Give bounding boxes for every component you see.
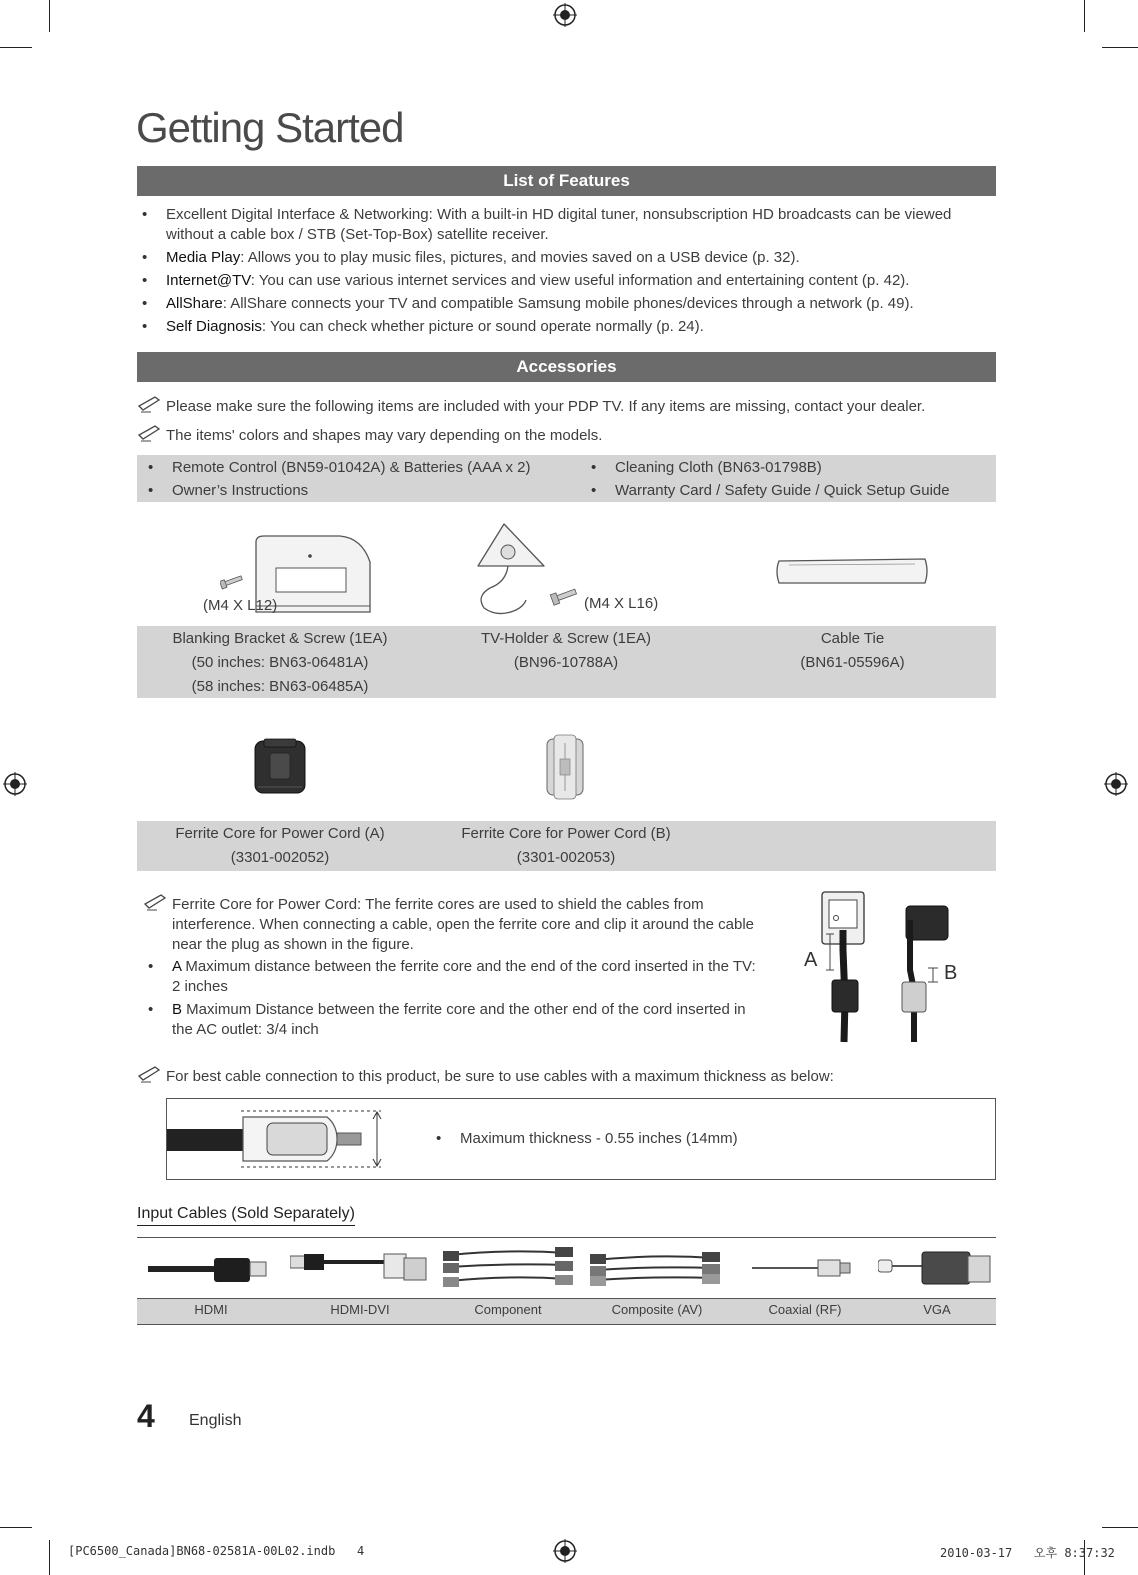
crop-mark <box>1084 0 1085 32</box>
ferrite-distance-item: • A Maximum distance between the ferrite core and the end of the cord inserted in the TV: 2 inches <box>143 957 768 997</box>
cable-label-vga: VGA <box>923 1302 951 1317</box>
feature-term: Self Diagnosis <box>166 318 262 335</box>
cable-plug-icon <box>167 1107 397 1171</box>
crop-mark <box>0 47 32 48</box>
cable-label-composite: Composite (AV) <box>611 1302 703 1317</box>
thickness-box <box>166 1098 996 1180</box>
tv-holder-icon <box>470 522 585 622</box>
cable-label-hdmi: HDMI <box>194 1302 228 1317</box>
feature-item <box>137 248 987 268</box>
accessory-caption: Ferrite Core for Power Cord (B) (3301-002053) <box>461 825 671 866</box>
ferrite-note: Ferrite Core for Power Cord: The ferrite cores are used to shield the cables from interference. When connecting a cable, open the ferrite core and clip it around the cable near the plug as shown in the figure. <box>143 895 768 955</box>
note-pencil-icon <box>137 396 161 416</box>
feature-text: : AllShare connects your TV and compatible Samsung mobile phones/devices through a network (p. 49). <box>222 295 914 312</box>
ferrite-core-b-icon <box>544 733 586 801</box>
crop-mark <box>1102 47 1138 48</box>
ferrite-core-a-icon <box>252 737 308 797</box>
features-header: List of Features <box>137 166 996 196</box>
registration-mark-icon <box>3 772 27 796</box>
cable-tie-icon <box>775 557 930 587</box>
hdmi-dvi-cable-icon <box>290 1250 430 1290</box>
included-items-right <box>586 458 996 504</box>
input-cables-title: Input Cables (Sold Separately) <box>137 1205 355 1226</box>
page-number: 4 <box>137 1398 155 1434</box>
note-pencil-icon <box>143 894 167 914</box>
included-item: • Cleaning Cloth (BN63-01798B) <box>586 458 996 478</box>
page-title: Getting Started <box>136 104 404 151</box>
accessory-caption: Cable Tie (BN61-05596A) <box>800 630 905 671</box>
cable-label-hdmi-dvi: HDMI-DVI <box>330 1302 390 1317</box>
accessories-note: The items' colors and shapes may vary depending on the models. <box>137 426 997 446</box>
feature-text: : You can use various internet services and view useful information and entertaining content (p. 42). <box>250 272 910 289</box>
feature-item <box>137 317 987 337</box>
ferrite-label-a: A <box>804 949 818 971</box>
accessory-caption: TV-Holder & Screw (1EA) (BN96-10788A) <box>480 630 652 671</box>
feature-item <box>137 205 987 245</box>
registration-mark-icon <box>553 3 577 27</box>
vga-cable-icon <box>878 1248 994 1288</box>
registration-mark-icon <box>1104 772 1128 796</box>
included-item: • Warranty Card / Safety Guide / Quick Setup Guide <box>586 481 996 501</box>
note-pencil-icon <box>137 1066 161 1086</box>
crop-mark <box>1102 1527 1138 1528</box>
registration-mark-icon <box>553 1539 577 1563</box>
feature-term: AllShare <box>166 295 223 312</box>
accessories-note: Please make sure the following items are included with your PDP TV. If any items are missing, contact your dealer. <box>137 397 997 417</box>
crop-mark <box>49 1540 50 1575</box>
thickness-item: • Maximum thickness - 0.55 inches (14mm) <box>431 1129 931 1149</box>
feature-item <box>137 271 987 291</box>
page-language: English <box>189 1412 242 1429</box>
component-cable-icon <box>443 1245 575 1293</box>
composite-cable-icon <box>590 1248 722 1288</box>
feature-term: Internet@TV <box>166 272 251 289</box>
included-item: • Remote Control (BN59-01042A) & Batteries (AAA x 2) <box>143 458 583 478</box>
accessory-caption: Blanking Bracket & Screw (1EA) (50 inches: BN63-06481A) (58 inches: BN63-06485A) <box>172 630 388 695</box>
accessories-header: Accessories <box>137 352 996 382</box>
ferrite-distance-list <box>143 957 768 1043</box>
ferrite-label-b: B <box>944 962 958 984</box>
input-cables-top-rule <box>137 1237 996 1238</box>
included-item: • Owner’s Instructions <box>143 481 583 501</box>
feature-text: : You can check whether picture or sound operate normally (p. 24). <box>261 318 704 335</box>
crop-mark <box>0 1527 32 1528</box>
feature-term: Media Play <box>166 249 241 266</box>
ferrite-distance-item: • B Maximum Distance between the ferrite core and the other end of the cord inserted in the AC outlet: 3/4 inch <box>143 1000 768 1040</box>
crop-mark <box>49 0 50 32</box>
note-pencil-icon <box>137 425 161 445</box>
accessory-caption: Ferrite Core for Power Cord (A) (3301-002052) <box>175 825 385 866</box>
hdmi-cable-icon <box>148 1252 268 1288</box>
print-slug-left: [PC6500_Canada]BN68-02581A-00L02.indb 4 <box>68 1544 365 1558</box>
feature-item <box>137 294 987 314</box>
print-slug-right: 2010-03-17 오후 8:37:32 <box>940 1546 1115 1560</box>
cable-label-component: Component <box>474 1302 542 1317</box>
screw-size-label: (M4 X L16) <box>584 595 659 612</box>
thickness-list <box>431 1129 931 1152</box>
screw-size-label: (M4 X L12) <box>203 597 278 614</box>
cable-thickness-note: For best cable connection to this product, be sure to use cables with a maximum thickness as below: <box>137 1067 997 1087</box>
coaxial-cable-icon <box>752 1254 852 1282</box>
feature-text: : Allows you to play music files, pictures, and movies saved on a USB device (p. 32). <box>240 249 800 266</box>
features-list <box>137 205 987 340</box>
cable-label-coaxial: Coaxial (RF) <box>768 1302 842 1317</box>
included-items-left <box>143 458 583 504</box>
feature-text: Excellent Digital Interface & Networking: With a built-in HD digital tuner, nonsubscription HD broadcasts can be viewed without a cable box / STB (Set-Top-Box) satellite receiver. <box>166 206 952 243</box>
